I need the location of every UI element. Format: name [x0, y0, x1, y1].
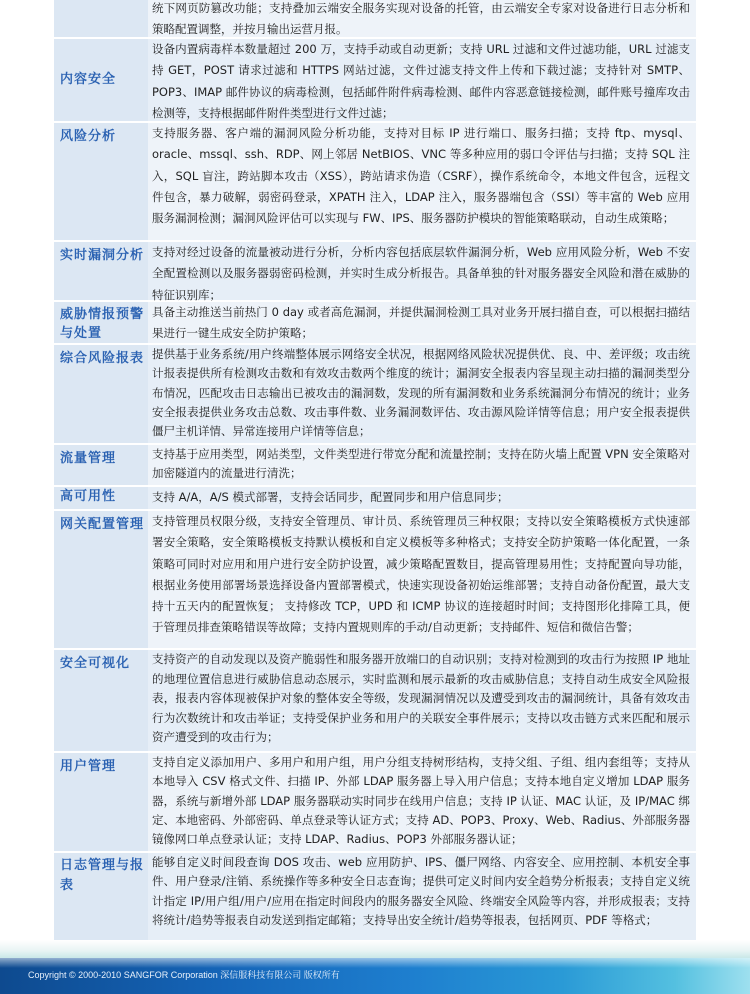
- row-label: 高可用性: [54, 487, 148, 509]
- row-content: 能够自定义时间段查询 DOS 攻击、web 应用防护、IPS、僵尸网络、内容安全、应用控制、本机安全事件、用户登录/注销、系统操作等多种安全日志查询；提供可定义时间内安全趋势分析报表；支持自定义统计指定 IP/用户组/用户/应用在指定时间段内的服务器安全风险、终端安全风险等内容，并形成报表；支持将统计/趋势等报表自动发送到指定邮箱；支持导出安全统计/趋势等报表，包括网页、PDF 等格式；: [148, 853, 696, 951]
- table-row: [54, 853, 696, 953]
- row-label: 安全可视化: [54, 650, 148, 751]
- footer-highlight: [0, 958, 750, 968]
- table-row: [54, 753, 696, 853]
- row-label: 用户管理: [54, 753, 148, 851]
- row-label: 综合风险报表: [54, 345, 148, 443]
- row-label: 内容安全: [54, 39, 148, 121]
- row-label: [54, 0, 148, 37]
- row-content: 支持 A/A，A/S 模式部署，支持会话同步，配置同步和用户信息同步；: [148, 487, 696, 509]
- table-row: [54, 39, 696, 123]
- row-content: 支持自定义添加用户、多用户和用户组，用户分组支持树形结构，支持父组、子组、组内套组等；支持从本地导入 CSV 格式文件、扫描 IP、外部 LDAP 服务器上导入用户信息；支持本地自定义增加 LDAP 服务器，系统与新增外部 LDAP 服务器联动实时同步在线用户信息；支持 IP 认证、MAC 认证，及 IP/MAC 绑定、本地密码、外部密码、单点登录等认证方式；支持 AD、POP3、Proxy、Web、Radius、外部服务器镜像网口单点登录认证；支持 LDAP、Radius、POP3 外部服务器认证；: [148, 753, 696, 851]
- row-content: 支持管理员权限分级，支持安全管理员、审计员、系统管理员三种权限；支持以安全策略模板方式快速部署安全策略，安全策略模板支持默认模板和自定义模板等多种格式；支持安全防护策略一体化配置，一条策略可同时对应用和用户进行安全防护设置，减少策略配置数目，提高管理易用性；支持配置向导功能，根据业务使用部署场景选择设备内置部署模式，快速实现设备初始运维部署；支持自动备份配置，最大支持十五天内的配置恢复； 支持修改 TCP，UPD 和 ICMP 协议的连接超时时间；支持图形化排障工具，便于管理员排查策略错误等故障；支持内置规则库的手动/自动更新；支持邮件、短信和微信告警；: [148, 511, 696, 648]
- table-row: [54, 650, 696, 753]
- footer-fade: [0, 940, 750, 958]
- row-content: 支持基于应用类型，网站类型，文件类型进行带宽分配和流量控制；支持在防火墙上配置 VPN 安全策略对加密隧道内的流量进行清洗；: [148, 445, 696, 485]
- table-row: [54, 345, 696, 445]
- table-row: [54, 445, 696, 487]
- row-label: 日志管理与报表: [54, 853, 148, 951]
- table-row: [54, 123, 696, 242]
- row-content: 支持资产的自动发现以及资产脆弱性和服务器开放端口的自动识别；支持对检测到的攻击行为按照 IP 地址的地理位置信息进行威胁信息动态展示，实时监测和展示最新的攻击威胁信息；支持自动生成安全风险报表，报表内容体现被保护对象的整体安全等级，发现漏洞情况以及遭受到攻击的漏洞统计，具备有效攻击行为次数统计和攻击举证；支持受保护业务和用户的关联安全事件展示；支持以攻击链方式来匹配和展示资产遭受到的攻击行为；: [148, 650, 696, 751]
- page-footer: [0, 958, 750, 994]
- row-content: 统下网页防篡改功能；支持叠加云端安全服务实现对设备的托管，由云端安全专家对设备进行日志分析和策略配置调整，并按月输出运营月报。: [148, 0, 696, 37]
- table-row: [54, 487, 696, 511]
- footer-copyright: Copyright © 2000-2010 SANGFOR Corporation 深信服科技有限公司 版权所有: [28, 970, 340, 980]
- row-label: 风险分析: [54, 123, 148, 240]
- row-content: 具备主动推送当前热门 0 day 或者高危漏洞，并提供漏洞检测工具对业务开展扫描自查，可以根据扫描结果进行一键生成安全防护策略；: [148, 302, 696, 343]
- row-label: 威胁情报预警与处置: [54, 302, 148, 343]
- row-content: 支持对经过设备的流量被动进行分析，分析内容包括底层软件漏洞分析，Web 应用风险分析，Web 不安全配置检测以及服务器弱密码检测，并实时生成分析报告。具备单独的针对服务器安全风险和潜在威胁的特征识别库；: [148, 242, 696, 300]
- row-content: 设备内置病毒样本数量超过 200 万，支持手动或自动更新；支持 URL 过滤和文件过滤功能，URL 过滤支持 GET，POST 请求过滤和 HTTPS 网站过滤，文件过滤支持文件上传和下载过滤；支持针对 SMTP、POP3、IMAP 邮件协议的病毒检测，包括邮件附件病毒检测、邮件内容恶意链接检测，邮件账号撞库攻击检测等，支持根据邮件附件类型进行文件过滤；: [148, 39, 696, 121]
- table-row: [54, 242, 696, 302]
- table-row: [54, 0, 696, 39]
- row-label: 流量管理: [54, 445, 148, 485]
- row-content: 提供基于业务系统/用户终端整体展示网络安全状况，根据网络风险状况提供优、良、中、差评级；攻击统计报表提供所有检测攻击数和有效攻击数两个维度的统计；漏洞安全报表内容呈现主动扫描的漏洞类型分布情况，匹配攻击日志输出已被攻击的漏洞数，发现的所有漏洞数和业务系统漏洞分布情况的统计；业务安全报表提供业务攻击总数、攻击事件数、业务漏洞数评估、攻击源风险详情等信息；用户安全报表提供僵尸主机详情、异常连接用户详情等信息；: [148, 345, 696, 443]
- row-content: 支持服务器、客户端的漏洞风险分析功能，支持对目标 IP 进行端口、服务扫描；支持 ftp、mysql、oracle、mssql、ssh、RDP、网上邻居 NetBIOS、VNC 等多种应用的弱口令评估与扫描；支持 SQL 注入，SQL 盲注，跨站脚本攻击（XSS），跨站请求伪造（CSRF），操作系统命令，本地文件包含，远程文件包含，暴力破解，弱密码登录，XPATH 注入，LDAP 注入，服务器端包含（SSI）等丰富的 Web 应用服务漏洞检测；漏洞风险评估可以实现与 FW、IPS、服务器防护模块的智能策略联动，自动生成策略；: [148, 123, 696, 240]
- table-row: [54, 302, 696, 345]
- table-row: [54, 511, 696, 650]
- row-label: 网关配置管理: [54, 511, 148, 648]
- row-label: 实时漏洞分析: [54, 242, 148, 300]
- feature-table: [54, 0, 696, 953]
